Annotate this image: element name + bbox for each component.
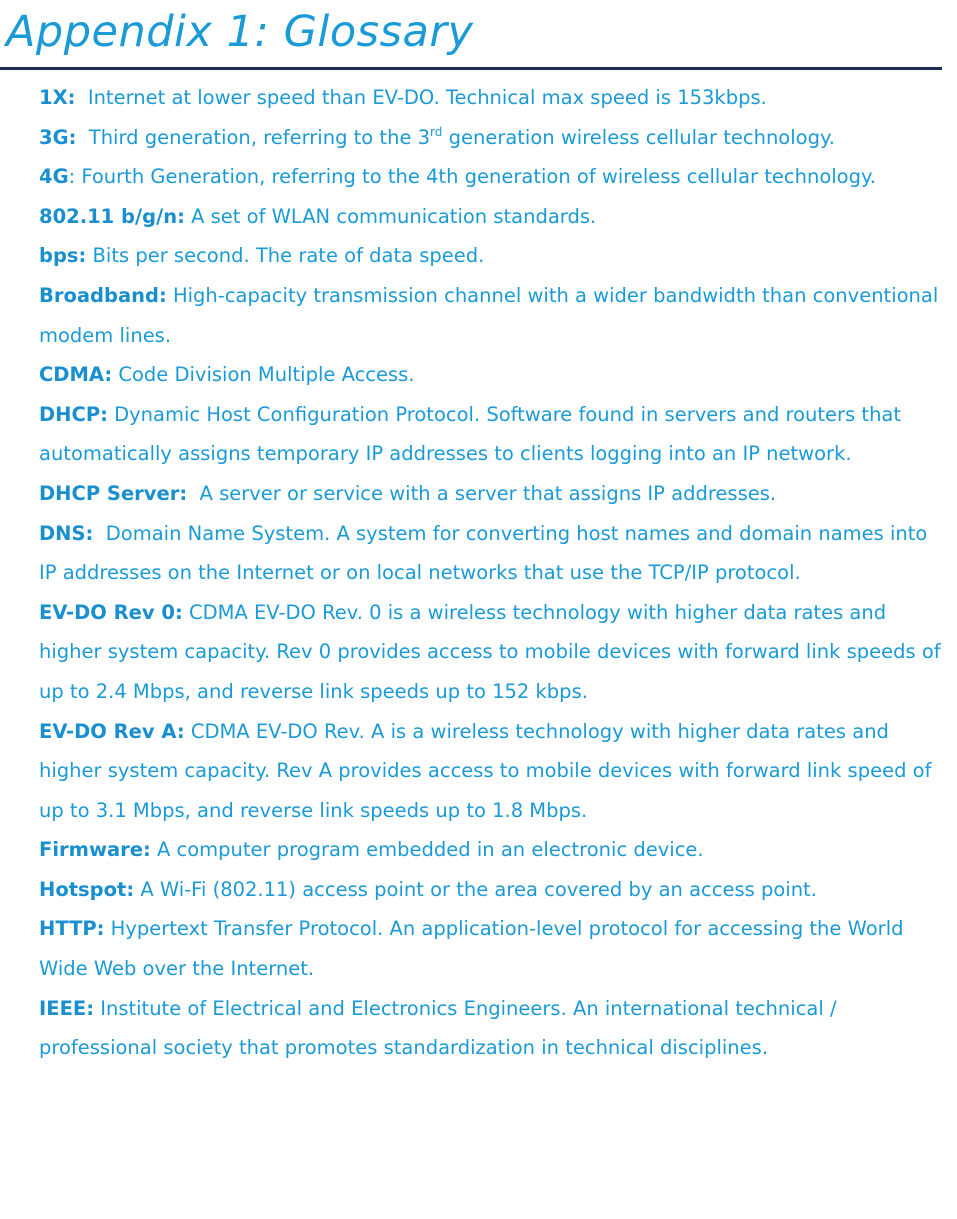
glossary-definition: Hypertext Transfer Protocol. An application-level protocol for accessing the World Wide Web over the Internet.: [39, 917, 904, 981]
glossary-entry-bps: [39, 236, 951, 276]
glossary-definition: CDMA EV-DO Rev. A is a wireless technology with higher data rates and higher system capacity. Rev A provides access to mobile devices with forward link speed of up to 3.1 Mbps, and reverse link speeds up to 1.8 Mbps.: [39, 719, 932, 822]
glossary-term: DHCP:: [39, 402, 108, 426]
glossary-entry-evdo-rev-0: [39, 593, 951, 712]
glossary-entry-broadband: [39, 276, 951, 355]
glossary-term: 802.11 b/g/n:: [39, 204, 185, 228]
glossary-definition: Internet at lower speed than EV-DO. Technical max speed is 153kbps.: [87, 86, 767, 109]
glossary-definition: Dynamic Host Configuration Protocol. Software found in servers and routers that: [114, 402, 902, 426]
glossary-term: EV-DO Rev 0:: [39, 600, 183, 624]
glossary-definition: [89, 126, 835, 149]
glossary-term: EV-DO Rev A:: [39, 719, 185, 743]
glossary-term: 1X:: [39, 86, 76, 109]
glossary-entry-3g: [39, 118, 951, 158]
glossary-definition: CDMA EV-DO Rev. 0 is a wireless technology with higher data rates and higher system capacity. Rev 0 provides access to mobile devices with forward link speeds of up to 2.4 Mbps, and reverse link speeds up to 152 kbps.: [39, 600, 941, 703]
glossary-entry-1x: [39, 78, 951, 118]
glossary-definition: A set of WLAN communication standards.: [191, 204, 597, 228]
ordinal-superscript: rd: [430, 124, 443, 139]
glossary-list: [39, 78, 951, 1068]
glossary-entry-dns: [39, 514, 951, 593]
glossary-entry-ieee: [39, 989, 951, 1068]
glossary-term: Hotspot:: [39, 877, 135, 901]
glossary-definition: High-capacity transmission channel with a wider bandwidth than conventional modem lines.: [39, 283, 939, 347]
glossary-entry-80211: [39, 197, 951, 237]
glossary-entry-dhcp-server: [39, 474, 951, 514]
glossary-definition: Code Division Multiple Access.: [118, 363, 415, 387]
glossary-definition: A Wi-Fi (802.11) access point or the area covered by an access point.: [140, 877, 817, 901]
glossary-definition: A server or service with a server that assigns IP addresses.: [199, 481, 777, 505]
glossary-definition-continued: automatically assigns temporary IP addresses to clients logging into an IP network.: [39, 442, 852, 466]
glossary-term: Broadband:: [39, 283, 167, 307]
glossary-definition: Institute of Electrical and Electronics Engineers. An international technical / professional society that promotes standardization in technical disciplines.: [39, 996, 837, 1060]
glossary-definition: : Fourth Generation, referring to the 4th generation of wireless cellular technology.: [68, 165, 876, 189]
glossary-term: CDMA:: [39, 363, 113, 387]
glossary-term: 3G:: [39, 125, 77, 149]
glossary-definition: Bits per second. The rate of data speed.: [92, 244, 485, 268]
glossary-term: HTTP:: [39, 917, 105, 941]
page-title: Appendix 1: Glossary: [6, 7, 474, 57]
glossary-definition-part: Third generation, referring to the 3: [88, 125, 431, 149]
glossary-definition-part: generation wireless cellular technology.: [442, 125, 835, 149]
glossary-term: DNS:: [39, 521, 94, 545]
glossary-definition: Domain Name System. A system for converting host names and domain names into IP addresses on the Internet or on local networks that use the TCP/IP protocol.: [39, 521, 928, 585]
glossary-entry-hotspot: [39, 870, 951, 910]
glossary-entry-evdo-rev-a: [39, 712, 951, 831]
glossary-term: DHCP Server:: [39, 481, 188, 505]
glossary-entry-firmware: [39, 830, 951, 870]
glossary-definition: A computer program embedded in an electronic device.: [156, 838, 704, 862]
glossary-term: Firmware:: [39, 838, 151, 862]
glossary-entry-cdma: [39, 355, 951, 395]
glossary-term: bps:: [39, 244, 87, 268]
glossary-entry-dhcp: [39, 395, 951, 474]
glossary-entry-http: [39, 909, 951, 988]
glossary-term: IEEE:: [39, 996, 95, 1020]
glossary-term: 4G: [39, 165, 69, 189]
glossary-entry-4g: [39, 157, 951, 197]
title-divider: [0, 67, 942, 70]
